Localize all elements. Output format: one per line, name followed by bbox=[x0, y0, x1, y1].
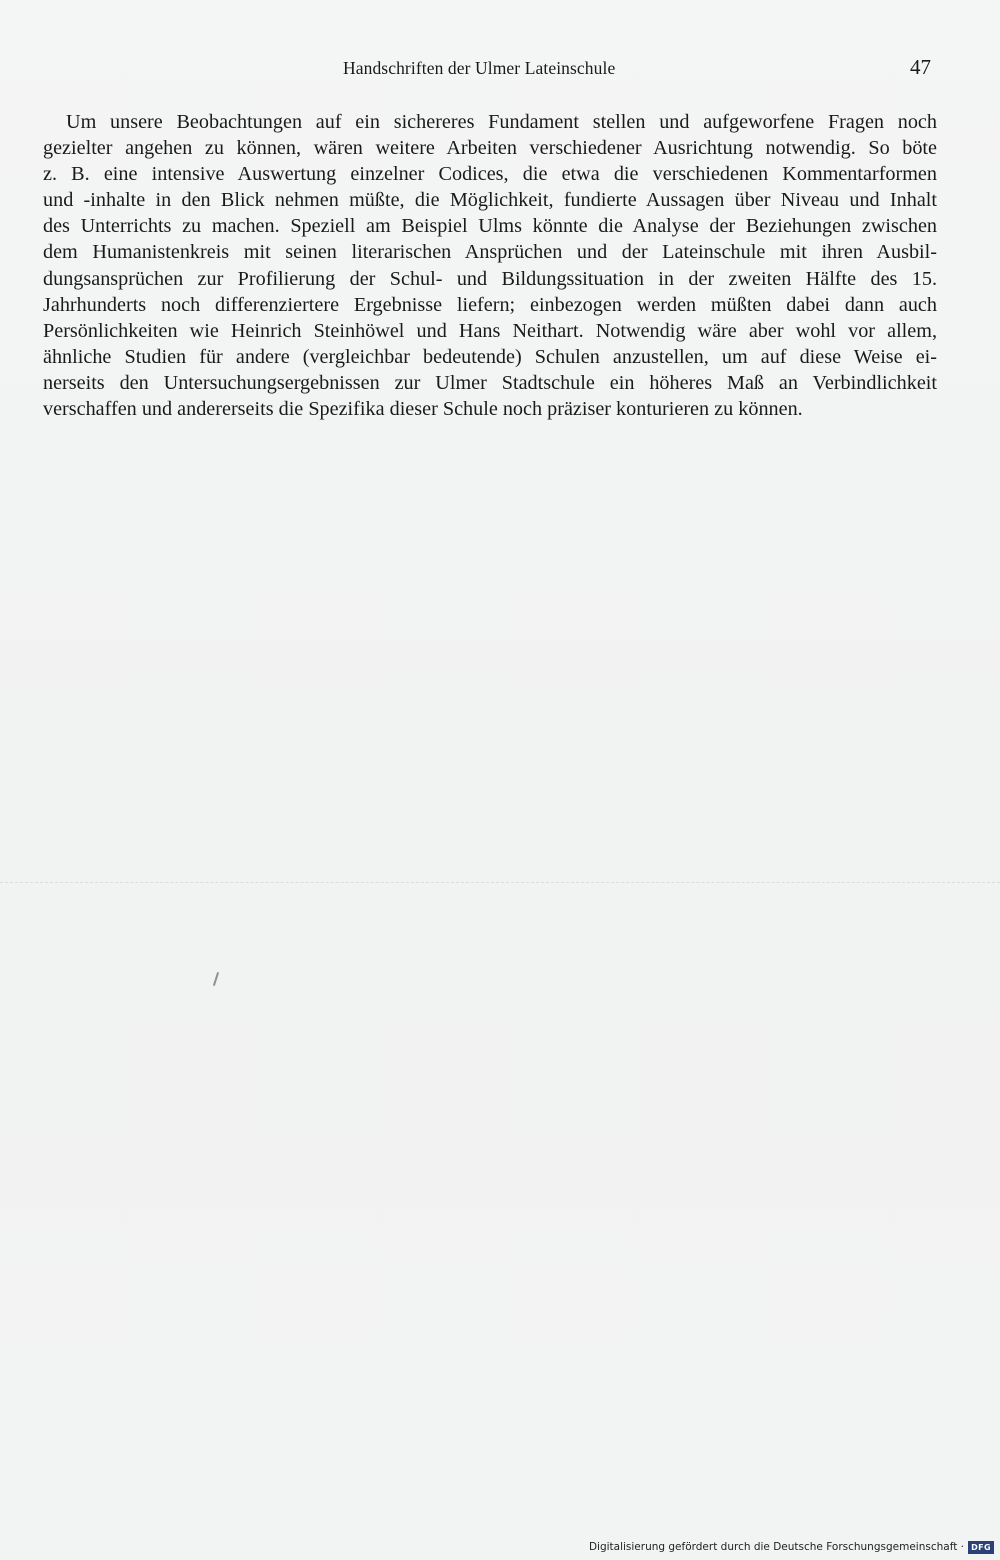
running-head bbox=[0, 55, 1000, 84]
running-title: Handschriften der Ulmer Lateinschule bbox=[343, 58, 616, 78]
text-line: ähnliche Studien für andere (vergleichbar bedeutende) Schulen anzustellen, um auf diese Weise ei- bbox=[43, 345, 937, 368]
text-line: dungsansprüchen zur Profilierung der Schul- und Bildungssituation in der zweiten Hälfte des 15. bbox=[43, 267, 937, 290]
text-line-last: verschaffen und andererseits die Spezifika dieser Schule noch präziser konturieren zu können. bbox=[43, 398, 803, 421]
page-number: 47 bbox=[910, 55, 931, 79]
text-line: gezielter angehen zu können, wären weitere Arbeiten verschiedener Ausrichtung notwendig. So böte bbox=[43, 137, 937, 160]
text-line: und -inhalte in den Blick nehmen müßte, die Möglichkeit, fundierte Aussagen über Niveau und Inhalt bbox=[43, 189, 937, 212]
dfg-logo-icon: DFG bbox=[968, 1541, 994, 1554]
scan-fold-line bbox=[0, 882, 1000, 884]
text-line: Um unsere Beobachtungen auf ein sichereres Fundament stellen und aufgeworfene Fragen noch bbox=[66, 111, 937, 133]
text-line: Jahrhunderts noch differenziertere Ergebnisse liefern; einbezogen werden müßten dabei dann auch bbox=[43, 293, 937, 316]
body-paragraph bbox=[43, 109, 937, 422]
digitization-notice-text: Digitalisierung gefördert durch die Deutsche Forschungsgemeinschaft · bbox=[588, 1541, 964, 1553]
text-line: Persönlichkeiten wie Heinrich Steinhöwel und Hans Neithart. Notwendig wäre aber wohl vor allem, bbox=[43, 319, 937, 342]
text-line: z. B. eine intensive Auswertung einzelner Codices, die etwa die verschiedenen Kommentarformen bbox=[43, 163, 937, 186]
digitization-notice bbox=[589, 1538, 994, 1556]
stray-pen-mark bbox=[213, 972, 219, 986]
text-line: des Unterrichts zu machen. Speziell am Beispiel Ulms könnte die Analyse der Beziehungen zwischen bbox=[43, 215, 937, 238]
text-line: nerseits den Untersuchungsergebnissen zur Ulmer Stadtschule ein höheres Maß an Verbindlichkeit bbox=[43, 371, 937, 394]
text-line: dem Humanistenkreis mit seinen literarischen Ansprüchen und der Lateinschule mit ihren Ausbil- bbox=[43, 241, 937, 264]
